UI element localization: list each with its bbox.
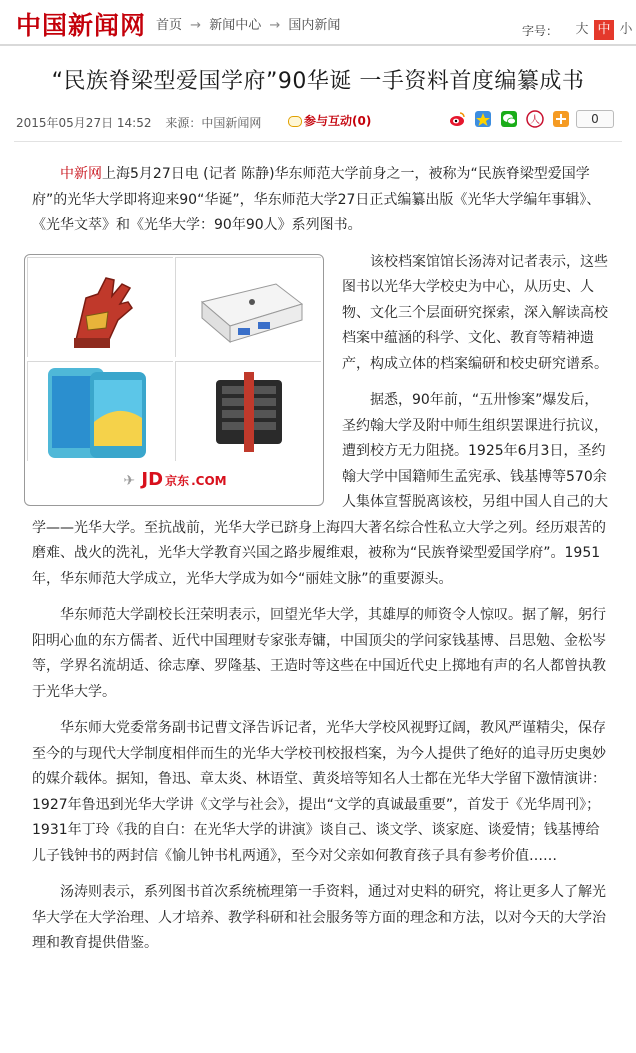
article-meta [16,114,271,131]
renren-icon[interactable] [526,110,544,128]
jd-brand: JD [141,468,164,490]
breadcrumb-news-center[interactable]: 新闻中心 [209,18,262,33]
font-size-small-button[interactable]: 小 [619,22,633,37]
ad-product-smartphone[interactable] [27,361,173,461]
weibo-icon[interactable] [448,110,466,128]
ad-product-av-switch[interactable] [175,257,321,357]
av-switch-box-icon [176,258,322,358]
more-share-icon[interactable] [552,110,570,128]
jd-brand-sub: .COM [191,473,227,488]
article-paragraph: 该校档案馆馆长汤涛对记者表示，这些图书以光华大学校史为中心，从历史、人物、文化三个层面研究探索，深入解读高校档案中蕴涵的科学、文化、教育等精神遗产，构成立体的档案编研和校史研究谱系。 [342,253,608,372]
iron-man-glove-icon [28,258,174,358]
font-size-large-button[interactable]: 大 [575,22,589,37]
ad-product-cpu-cooler[interactable] [175,361,321,461]
ad-product-iron-man-glove[interactable] [27,257,173,357]
breadcrumb [156,14,344,33]
interact-label[interactable]: 参与互动(0) [304,114,372,128]
article-paragraph: 华东师大党委常务副书记曹文泽告诉记者，光华大学校风视野辽阔，教风严谨精尖，保存至今的与现代大学制度相伴而生的光华大学校刊校报档案，为今人提供了绝好的追寻历史奥妙的媒介载体。据知，鲁迅、章太炎、林语堂、黄炎培等知名人士都在光华大学留下激情演讲：1927年鲁迅到光华大学讲《文学与社会》，提出“文学的真诚最重要”，首发于《光华周刊》；1931年丁玲《我的自白：在光华大学的讲演》谈自己、谈文学、谈家庭、谈爱情；钱基博给儿子钱钟书的两封信《愉儿钟书札两通》，至今对父亲如何教育孩子具有参考价值…… [32,720,606,864]
jd-bird-icon: ✈ [123,472,136,489]
meta-divider [14,141,622,142]
font-size-label: 字号： [522,24,559,38]
share-count: 0 [576,110,614,128]
publish-date: 2015年05月27日 14:52 [16,116,152,130]
article-source[interactable]: 来源：中国新闻网 [165,116,262,130]
article-title: “民族脊梁型爱国学府”90华诞 一手资料首度编纂成书 [51,69,585,94]
font-size-medium-button[interactable]: 中 [594,20,614,40]
breadcrumb-domestic-news[interactable]: 国内新闻 [288,18,341,33]
jd-brand-cn: 京东 [165,473,190,488]
jd-ad-banner[interactable] [24,254,324,506]
article-paragraph: 汤涛则表示，系列图书首次系统梳理第一手资料，通过对史料的研究，将让更多人了解光华大学在大学治理、人才培养、教学科研和社会服务等方面的理念和方法，以对今天的大学治理和教育提供借鉴。 [32,884,606,951]
comment-bubble-icon [288,116,302,127]
source-brand-link[interactable]: 中新网 [60,166,102,182]
cpu-cooler-icon [176,362,322,462]
breadcrumb-separator: → [269,18,281,33]
jd-logo[interactable] [25,467,325,495]
paragraph-text: 上海5月27日电 (记者 陈静)华东师范大学前身之一，被称为“民族脊梁型爱国学府”的光华大学即将迎来90“华诞”，华东师范大学27日正式编纂出版《光华大学编年事辑》、《光华文萃》和《光华大学：90年90人》系列图书。 [32,166,601,233]
article-paragraph [32,162,612,239]
breadcrumb-home[interactable]: 首页 [156,18,183,33]
wechat-icon[interactable] [500,110,518,128]
smartphone-icon [28,362,174,462]
interact-link[interactable] [288,112,371,129]
site-header [0,0,636,46]
article-body [32,162,612,968]
qzone-icon[interactable] [474,110,492,128]
article-paragraph: 华东师范大学副校长汪荣明表示，回望光华大学，其雄厚的师资令人惊叹。据了解，躬行阳明心血的东方儒者、近代中国理财专家张寿镛，中国顶尖的学问家钱基博、吕思勉、金松岑等，学界名流胡适、徐志摩、罗隆基、王造时等这些在中国近代史上掷地有声的名人都曾执教于光华大学。 [32,607,606,700]
svg-text:人: 人 [530,115,540,126]
site-logo[interactable]: 中国新闻网 [16,11,147,40]
article-paragraph: 据悉，90年前，“五卅惨案”爆发后，圣约翰大学及附中师生组织罢课进行抗议，遭到校方无力阻挠。1925年6月3日，圣约翰大学中国籍师生孟宪承、钱基博等570余人集体宣誓脱离该校，另组中国人自己的大学——光华大学。至抗战前，光华大学已跻身上海四大著名综合性私立大学之列。经历艰苦的磨难、战火的洗礼，光华大学教育兴国之路步履维艰，被称为“民族脊梁型爱国学府”。1951年，华东师范大学成立，光华大学成为如今“丽娃文脉”的重要源头。 [32,392,608,587]
breadcrumb-separator: → [190,18,202,33]
